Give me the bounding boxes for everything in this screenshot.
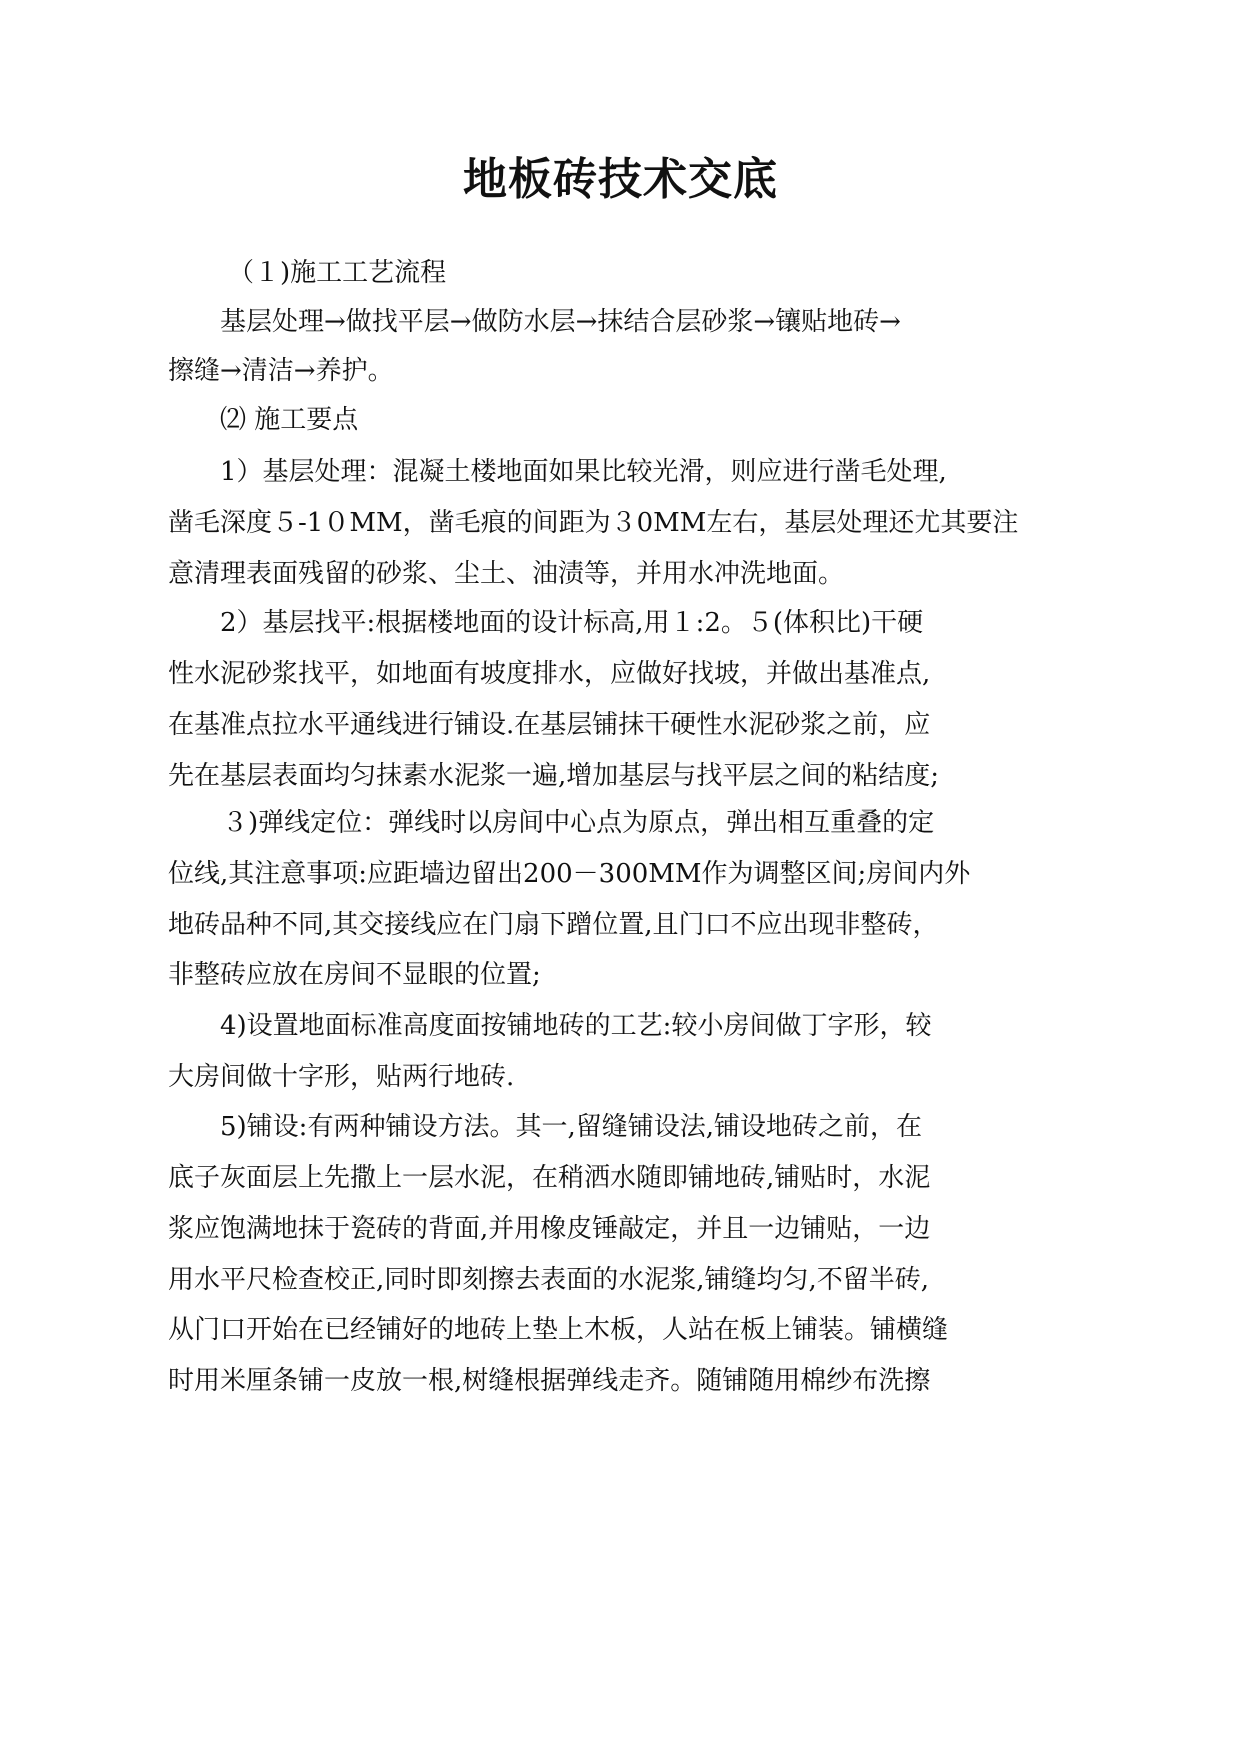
paragraph-line: 在基准点拉水平通线进行铺设.在基层铺抹干硬性水泥砂浆之前，应 [168, 710, 931, 740]
paragraph-line: 凿毛深度５-1０MM，凿毛痕的间距为３0MM左右，基层处理还尤其要注 [168, 508, 1019, 538]
paragraph-line: 浆应饱满地抹于瓷砖的背面,并用橡皮锤敲定，并且一边铺贴，一边 [168, 1214, 931, 1244]
paragraph-line: 1）基层处理：混凝土楼地面如果比较光滑，则应进行凿毛处理, [220, 457, 947, 487]
paragraph-line: 意清理表面残留的砂浆、尘土、油渍等，并用水冲洗地面。 [168, 559, 845, 589]
paragraph-line: 2）基层找平:根据楼地面的设计标高,用１:2。５(体积比)干硬 [220, 608, 924, 638]
paragraph-line: 性水泥砂浆找平，如地面有坡度排水，应做好找坡，并做出基准点, [168, 659, 931, 689]
paragraph-line: 先在基层表面均匀抹素水泥浆一遍,增加基层与找平层之间的粘结度; [168, 761, 940, 791]
paragraph-line: 地砖品种不同,其交接线应在门扇下蹭位置,且门口不应出现非整砖， [168, 910, 939, 940]
section-heading-process: （１)施工工艺流程 [228, 258, 447, 288]
paragraph-line: 底子灰面层上先撒上一层水泥，在稍洒水随即铺地砖,铺贴时，水泥 [168, 1163, 931, 1193]
paragraph-line: 5)铺设:有两种铺设方法。其一,留缝铺设法,铺设地砖之前，在 [220, 1112, 922, 1142]
paragraph-line: 大房间做十字形，贴两行地砖. [168, 1062, 515, 1092]
paragraph-line: 非整砖应放在房间不显眼的位置; [168, 960, 541, 990]
paragraph-line: 位线,其注意事项:应距墙边留出200－300MM作为调整区间;房间内外 [168, 859, 971, 889]
paragraph-line: 从门口开始在已经铺好的地砖上垫上木板，人站在板上铺装。铺横缝 [168, 1315, 949, 1345]
paragraph-line: 4)设置地面标准高度面按铺地砖的工艺:较小房间做丁字形，较 [220, 1011, 932, 1041]
document-title: 地板砖技术交底 [463, 154, 778, 205]
paragraph-line: 基层处理→做找平层→做防水层→抹结合层砂浆→镶贴地砖→ [220, 307, 901, 337]
paragraph-line: 时用米厘条铺一皮放一根,树缝根据弹线走齐。随铺随用棉纱布洗擦 [168, 1366, 931, 1396]
section-heading-key-points: ⑵ 施工要点 [220, 405, 359, 435]
paragraph-line: 用水平尺检查校正,同时即刻擦去表面的水泥浆,铺缝均匀,不留半砖, [168, 1265, 930, 1295]
paragraph-line: 擦缝→清洁→养护。 [168, 356, 394, 386]
paragraph-line: ３)弹线定位：弹线时以房间中心点为原点，弹出相互重叠的定 [222, 808, 935, 838]
